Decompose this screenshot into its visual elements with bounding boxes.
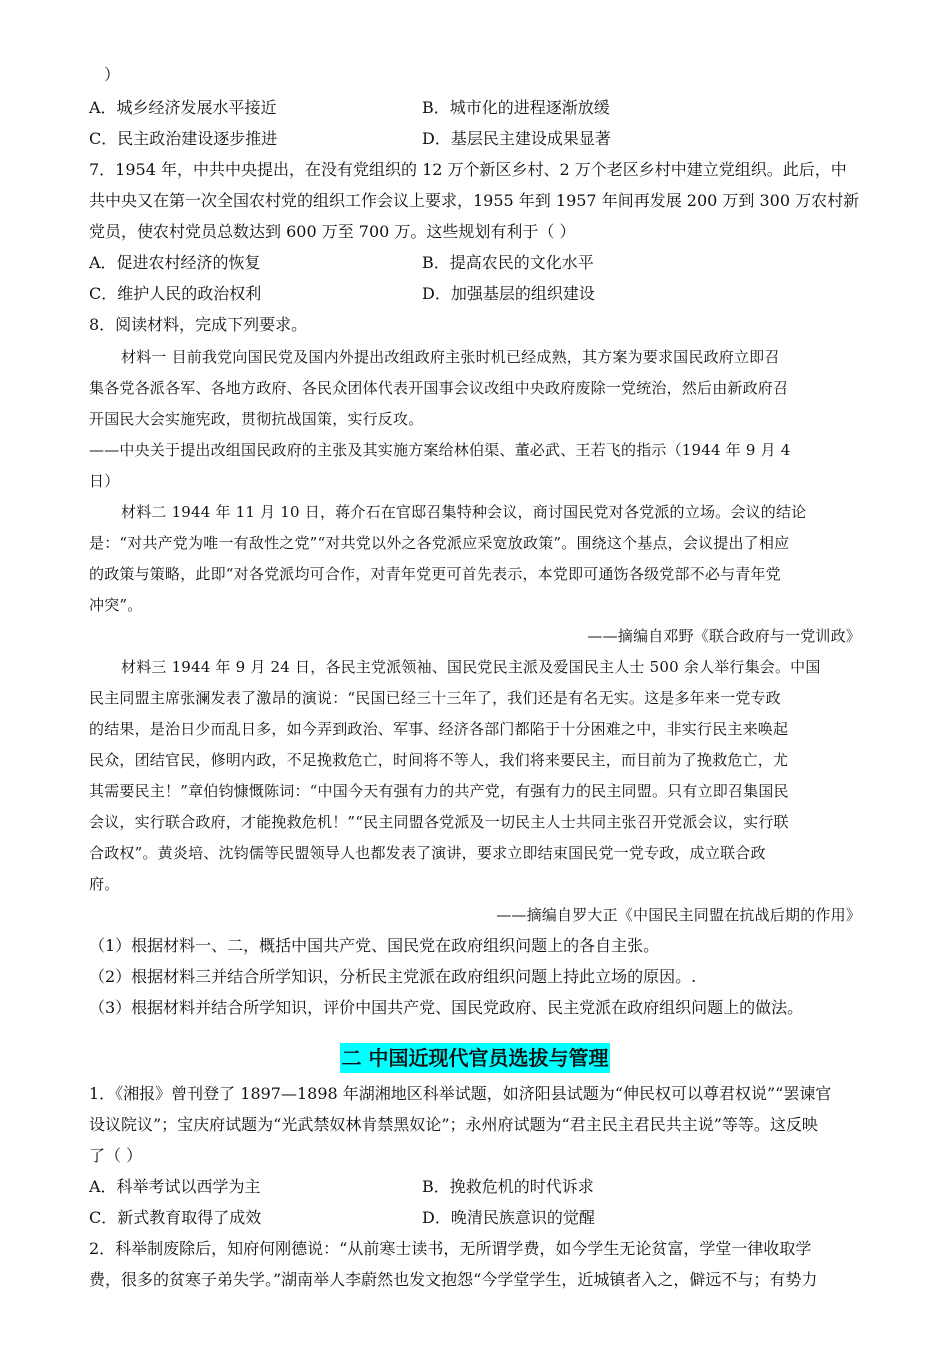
material-one-line: 集各党各派各军、各地方政府、各民众团体代表开国事会议改组中央政府废除一党统治，然后由新政府召 (89, 379, 789, 397)
material-one-line: 材料一 目前我党向国民党及国内外提出改组政府主张时机已经成熟，其方案为要求国民政府立即召 (121, 348, 780, 366)
q8-sub-question: （1）根据材料一、二，概括中国共产党、国民党在政府组织问题上的各自主张。 (89, 936, 660, 955)
q8-sub-question: （3）根据材料并结合所学知识，评价中国共产党、国民党政府、民主党派在政府组织问题上的做法。 (89, 998, 804, 1017)
section-heading-wrap (0, 1043, 950, 1073)
q8-stem: 8．阅读材料，完成下列要求。 (89, 315, 308, 334)
q7-stem-line: 共中央又在第一次全国农村党的组织工作会议上要求，1955 年到 1957 年间再发展 200 万到 300 万农村新 (89, 191, 860, 210)
s2q1-option-c: C．新式教育取得了成效 (89, 1208, 262, 1227)
material-two-line: 的政策与策略，此即“对各党派均可合作，对青年党更可首先表示，本党即可通饬各级党部不必与青年党 (89, 565, 781, 583)
q7-option-c: C．维护人民的政治权利 (89, 284, 262, 303)
material-one-line: 开国民大会实施宪政，贯彻抗战国策，实行反攻。 (89, 410, 424, 428)
q7-option-a: A．促进农村经济的恢复 (89, 253, 261, 272)
q6-option-d: D．基层民主建设成果显著 (422, 129, 611, 148)
q7-stem-line: 7．1954 年，中共中央提出，在没有党组织的 12 万个新区乡村、2 万个老区乡村中建立党组织。此后，中 (89, 160, 847, 179)
s2q1-option-a: A．科举考试以西学为主 (89, 1177, 261, 1196)
s2q1-stem-line: 设议院议”；宝庆府试题为“光武禁奴林肯禁黑奴论”；永州府试题为“君主民主君民共主说”等等。这反映 (89, 1115, 818, 1134)
material-three-line: 民主同盟主席张澜发表了激昂的演说：“民国已经三十三年了，我们还是有名无实。这是多年来一党专政 (89, 689, 781, 707)
s2q2-stem-line: 2．科举制废除后，知府何刚德说：“从前寒士读书，无所谓学费，如今学生无论贫富，学堂一律收取学 (89, 1239, 812, 1258)
material-three-source: ——摘编自罗大正《中国民主同盟在抗战后期的作用》 (496, 906, 861, 924)
q6-option-a: A．城乡经济发展水平接近 (89, 98, 277, 117)
material-two-line: 是：“对共产党为唯一有敌性之党”“对共党以外之各党派应采宽放政策”。围绕这个基点，会议提出了相应 (89, 534, 790, 552)
s2q1-option-d: D．晚清民族意识的觉醒 (422, 1208, 595, 1227)
s2q2-stem-line: 费，很多的贫寒子弟失学。”湖南举人李蔚然也发文抱怨“今学堂学生，近城镇者入之，僻远不与；有势力 (89, 1270, 818, 1289)
material-three-line: 的结果，是治日少而乱日多，如今弄到政治、军事、经济各部门都陷于十分困难之中，非实行民主来唤起 (89, 720, 789, 738)
material-two-line: 冲突”。 (89, 596, 143, 614)
q6-option-c: C．民主政治建设逐步推进 (89, 129, 278, 148)
material-three-line: 材料三 1944 年 9 月 24 日，各民主党派领袖、国民党民主派及爱国民主人士 500 余人举行集会。中国 (121, 658, 821, 676)
q6-stem-tail: ） (104, 65, 121, 84)
q7-option-b: B．提高农民的文化水平 (422, 253, 594, 272)
material-three-line: 府。 (89, 875, 120, 893)
material-one-source: 日） (89, 472, 120, 490)
material-three-line: 民众，团结官民，修明内政，不足挽救危亡，时间将不等人，我们将来要民主，而目前为了挽救危亡，尤 (89, 751, 789, 769)
material-one-source: ——中央关于提出改组国民政府的主张及其实施方案给林伯渠、董必武、王若飞的指示（1944 年 9 月 4 (89, 441, 791, 459)
s2q1-stem-line: 了（ ） (89, 1146, 143, 1165)
q7-stem-line: 党员，使农村党员总数达到 600 万至 700 万。这些规划有利于（ ） (89, 222, 576, 241)
s2q1-stem-line: 1．《湘报》曾刊登了 1897—1898 年湖湘地区科举试题，如济阳县试题为“伸民权可以尊君权说”“罢谏官 (89, 1084, 832, 1103)
material-three-line: 会议，实行联合政府，才能挽救危机！”“民主同盟各党派及一切民主人士共同主张召开党派会议，实行联 (89, 813, 789, 831)
material-two-source: ——摘编自邓野《联合政府与一党训政》 (587, 627, 861, 645)
section-heading: 二 中国近现代官员选拔与管理 (340, 1043, 611, 1073)
material-two-line: 材料二 1944 年 11 月 10 日，蒋介石在官邸召集特种会议，商讨国民党对各党派的立场。会议的结论 (121, 503, 807, 521)
q7-option-d: D．加强基层的组织建设 (422, 284, 595, 303)
material-three-line: 其需要民主！”章伯钧慷慨陈词：“中国今天有强有力的共产党，有强有力的民主同盟。只有立即召集国民 (89, 782, 789, 800)
s2q1-option-b: B．挽救危机的时代诉求 (422, 1177, 594, 1196)
q6-option-b: B．城市化的进程逐渐放缓 (422, 98, 610, 117)
material-three-line: 合政权”。黄炎培、沈钧儒等民盟领导人也都发表了演讲，要求立即结束国民党一党专政，成立联合政 (89, 844, 766, 862)
q8-sub-question: （2）根据材料三并结合所学知识，分析民主党派在政府组织问题上持此立场的原因。. (89, 967, 697, 986)
